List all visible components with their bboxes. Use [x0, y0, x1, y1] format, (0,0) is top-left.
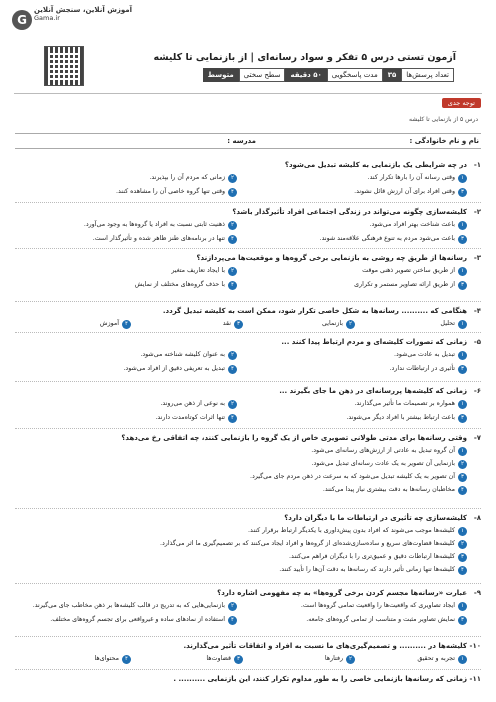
- answer-option[interactable]: [279, 565, 467, 575]
- answer-option[interactable]: [223, 319, 243, 329]
- brand: [34, 6, 132, 22]
- option-text: تجربه و تحقیق: [417, 655, 455, 662]
- option-number-badge: ۱: [458, 400, 467, 409]
- option-number-badge: ۴: [228, 616, 237, 625]
- question-stem: زمانی که کلیشه‌ها پررسانه‌ای در ذهن ما جای بگیرند ...: [279, 387, 467, 395]
- option-text: آموزش: [99, 320, 119, 327]
- option-text: آن گروه تبدیل به عادتی از ارزش‌های رسانه‌ای می‌شود.: [311, 447, 455, 454]
- question-separator: [15, 428, 481, 429]
- question-separator: [15, 301, 481, 302]
- option-number-badge: ۴: [228, 188, 237, 197]
- student-info-bar: [15, 133, 481, 149]
- answer-option[interactable]: [206, 654, 243, 664]
- question-stem: عبارت «رسانه‌ها مجسم کردن برخی گروه‌ها» به چه مفهومی اشاره دارد؟: [217, 589, 467, 597]
- option-number-badge: ۴: [228, 365, 237, 374]
- option-text: ذهنیت ثابتی نسبت به افراد یا گروه‌ها به وجود می‌آورد.: [83, 221, 225, 228]
- question-number: ۲-: [473, 208, 481, 216]
- question-number: ۱-: [473, 161, 481, 169]
- option-text: قضاوت‌ها: [206, 655, 231, 662]
- qr-code-icon: [44, 46, 84, 86]
- answer-option[interactable]: [325, 654, 355, 664]
- option-number-badge: ۱: [458, 267, 467, 276]
- option-text: باعث شناخت بهتر افراد می‌شود.: [369, 221, 455, 228]
- option-text: استفاده از نمادهای ساده و غیرواقعی برای تجسم گروه‌های مختلف.: [50, 616, 225, 623]
- answer-option[interactable]: [289, 552, 467, 562]
- answer-option[interactable]: [311, 446, 467, 456]
- option-text: ایجاد تصاویری که واقعیت‌ها را واقعیت تمامی گروه‌ها است.: [300, 602, 455, 609]
- option-text: وقتی افراد برای آن ارزش قائل نشوند.: [354, 188, 455, 195]
- option-number-badge: ۳: [234, 655, 243, 664]
- meta-label: مدت پاسخگویی: [327, 68, 383, 82]
- answer-option[interactable]: [171, 266, 237, 276]
- option-number-badge: ۲: [228, 221, 237, 230]
- question-separator: [15, 248, 481, 249]
- option-number-badge: ۱: [458, 351, 467, 360]
- option-number-badge: ۳: [458, 188, 467, 197]
- option-text: با حذف گروه‌های مختلف از نمایش: [134, 281, 225, 288]
- question-number: ۵-: [473, 338, 481, 346]
- option-text: باعث ارتباط بیشتر با افراد دیگر می‌شوند.: [346, 414, 455, 421]
- question-number: ۶-: [473, 387, 481, 395]
- answer-option[interactable]: [354, 187, 467, 197]
- answer-option[interactable]: [84, 220, 237, 230]
- option-number-badge: ۳: [458, 616, 467, 625]
- option-text: کلیشه‌ها تنها زمانی تأثیر دارند که رسانه‌ها به دقت آن‌ها را تأیید کنند.: [279, 566, 455, 573]
- notice-badge: توجه جدی: [442, 98, 481, 108]
- question-text: [15, 207, 481, 217]
- option-number-badge: ۴: [228, 281, 237, 290]
- option-number-badge: ۲: [228, 174, 237, 183]
- notice-text: درس ۵ از بازنمایی تا کلیشه: [409, 116, 478, 123]
- answer-option[interactable]: [149, 173, 237, 183]
- option-number-badge: ۳: [458, 553, 467, 562]
- question-text: [15, 588, 481, 598]
- question-stem: وقتی رسانه‌ها برای مدتی طولانی تصویری خاص از یک گروه را بازنمایی کنند، چه اتفاقی رخ می‌دهد؟: [121, 434, 467, 442]
- question-stem: در چه شرایطی یک بازنمایی به کلیشه تبدیل می‌شود؟: [284, 161, 467, 169]
- question-number: ۱۰-: [469, 642, 481, 650]
- answer-option[interactable]: [250, 472, 467, 482]
- option-text: به عنوان کلیشه شناخته می‌شود.: [140, 351, 225, 358]
- option-text: محتوای‌ها: [94, 655, 119, 662]
- option-number-badge: ۲: [228, 400, 237, 409]
- question-number: ۷-: [473, 434, 481, 442]
- option-text: بازنمایی‌هایی که به تدریج در قالب کلیشه‌ها بر ذهن مخاطب جای می‌گیرند.: [32, 602, 225, 609]
- option-text: کلیشه‌ها موجب می‌شوند که افراد بدون پیش‌داوری با یکدیگر ارتباط برقرار کنند.: [248, 527, 455, 534]
- option-number-badge: ۲: [228, 267, 237, 276]
- question-separator: [15, 332, 481, 333]
- question-separator: [15, 583, 481, 584]
- answer-option[interactable]: [93, 234, 237, 244]
- answer-option[interactable]: [140, 350, 237, 360]
- option-text: تأثیری در ارتباطات ندارد.: [389, 365, 455, 372]
- question-number: ۸-: [473, 514, 481, 522]
- option-text: از طریق ساختن تصویر ذهنی موقت: [362, 267, 455, 274]
- answer-option[interactable]: [322, 319, 355, 329]
- option-text: وقتی رسانه آن را بارها تکرار کند.: [367, 174, 455, 181]
- question-8: [15, 513, 481, 573]
- option-text: به نوعی از ذهن می‌روند.: [160, 400, 225, 407]
- option-text: وقتی تنها گروه خاصی آن را مشاهده کنند.: [115, 188, 225, 195]
- answer-option[interactable]: [301, 601, 467, 611]
- brand-tagline: آموزش آنلاین، سنجش آنلاین: [34, 6, 133, 14]
- answer-option[interactable]: [306, 615, 467, 625]
- question-9: [15, 588, 481, 623]
- question-text: [15, 160, 481, 170]
- question-7: [15, 433, 481, 493]
- option-number-badge: ۱: [458, 174, 467, 183]
- option-text: تبدیل به تعریفی دقیق از افراد می‌شود.: [123, 365, 225, 372]
- answer-option[interactable]: [417, 654, 467, 664]
- option-number-badge: ۲: [458, 460, 467, 469]
- option-number-badge: ۲: [346, 655, 355, 664]
- option-number-badge: ۳: [458, 473, 467, 482]
- question-stem: هنگامی که .......... رسانه‌ها به شکل خاصی تکرار شود، ممکن است به کلیشه تبدیل گردد.: [162, 307, 467, 315]
- option-number-badge: ۲: [346, 320, 355, 329]
- answer-option[interactable]: [368, 173, 467, 183]
- question-text: [15, 433, 481, 443]
- divider: [14, 93, 482, 94]
- question-1: [15, 160, 481, 195]
- answer-option[interactable]: [390, 364, 467, 374]
- option-text: نقد: [222, 320, 231, 327]
- option-number-badge: ۱: [458, 655, 467, 664]
- option-text: با ایجاد تعاریف متغیر: [171, 267, 225, 274]
- option-text: بازنمایی: [321, 320, 343, 327]
- answer-option[interactable]: [320, 234, 467, 244]
- option-number-badge: ۳: [458, 365, 467, 374]
- exam-header: [44, 42, 456, 88]
- option-text: تحلیل: [440, 320, 455, 327]
- question-stem: زمانی که تصورات کلیشه‌ای و مردم ارتباط پیدا کنند ...: [281, 338, 467, 346]
- question-6: [15, 386, 481, 421]
- option-text: تنها در برنامه‌های طنز ظاهر شده و تأثیرگذار است.: [92, 235, 225, 242]
- option-text: مخاطبان رسانه‌ها به دقت بیشتری نیاز پیدا می‌کنند.: [322, 486, 455, 493]
- exam-title: آزمون تستی درس ۵ تفکر و سواد رسانه‌ای | از بازنمایی تا کلیشه: [153, 52, 456, 63]
- option-text: همواره بر تصمیمات ما تأثیر می‌گذارند.: [354, 400, 455, 407]
- question-3: [15, 253, 481, 288]
- question-number: ۴-: [473, 307, 481, 315]
- answer-option[interactable]: [116, 187, 237, 197]
- answer-option[interactable]: [94, 654, 131, 664]
- option-number-badge: ۴: [122, 320, 131, 329]
- question-text: [15, 306, 481, 316]
- option-number-badge: ۴: [458, 486, 467, 495]
- answer-option[interactable]: [354, 280, 467, 290]
- student-name-field[interactable]: نام و نام خانوادگی :: [409, 137, 479, 145]
- school-field[interactable]: مدرسه :: [227, 137, 256, 145]
- meta-value: متوسط: [203, 68, 239, 82]
- answer-option[interactable]: [248, 526, 467, 536]
- option-number-badge: ۱: [458, 320, 467, 329]
- question-text: [15, 674, 481, 684]
- option-number-badge: ۴: [458, 566, 467, 575]
- answer-option[interactable]: [135, 280, 237, 290]
- question-stem: کلیشه‌ها در .......... و تصمیم‌گیری‌های ما نسبت به افراد و اتفاقات تأثیر می‌گذارند.: [183, 642, 467, 650]
- meta-value: ۵۰ دقیقه: [285, 68, 326, 82]
- option-text: آن تصویر به یک کلیشه تبدیل می‌شود که به سرعت در ذهن مردم جای می‌گیرد.: [249, 473, 455, 480]
- question-stem: کلیشه‌سازی چه تأثیری در ارتباطات ما با دیگران دارد؟: [284, 514, 467, 522]
- option-number-badge: ۱: [458, 221, 467, 230]
- question-4: [15, 306, 481, 327]
- answer-option[interactable]: [394, 350, 467, 360]
- answer-option[interactable]: [362, 266, 467, 276]
- question-11: [15, 674, 481, 684]
- option-number-badge: ۲: [458, 540, 467, 549]
- brand-domain[interactable]: Gama.ir: [34, 14, 60, 22]
- option-number-badge: ۴: [228, 414, 237, 423]
- question-separator: [15, 669, 481, 670]
- option-text: نمایش تصاویر مثبت و متناسب از تمامی گروه‌های جامعه.: [306, 616, 455, 623]
- question-separator: [15, 381, 481, 382]
- option-text: باعث می‌شود مردم به تنوع فرهنگی علاقه‌مند شوند.: [319, 235, 455, 242]
- answer-option[interactable]: [100, 319, 131, 329]
- option-number-badge: ۳: [458, 414, 467, 423]
- option-number-badge: ۱: [458, 447, 467, 456]
- meta-label: تعداد پرسش‌ها: [401, 68, 454, 82]
- option-number-badge: ۲: [228, 351, 237, 360]
- question-10: [15, 641, 481, 662]
- question-stem: رسانه‌ها از طریق چه روشی به بازنمایی برخی گروه‌ها و موقعیت‌ها می‌پردازند؟: [196, 254, 467, 262]
- answer-option[interactable]: [369, 220, 467, 230]
- meta-label: سطح سختی: [239, 68, 286, 82]
- answer-option[interactable]: [123, 364, 237, 374]
- question-number: ۹-: [473, 589, 481, 597]
- option-number-badge: ۱: [458, 602, 467, 611]
- question-separator: [15, 636, 481, 637]
- option-number-badge: ۳: [458, 281, 467, 290]
- option-number-badge: ۳: [458, 235, 467, 244]
- option-text: بازنمایی آن تصویر به یک عادت رسانه‌ای تبدیل می‌شود.: [311, 460, 455, 467]
- option-number-badge: ۴: [228, 235, 237, 244]
- option-text: تنها اثرات کوتاه‌مدت دارند.: [155, 414, 225, 421]
- meta-value: ۳۵: [383, 68, 402, 82]
- question-5: [15, 337, 481, 372]
- answer-option[interactable]: [354, 399, 467, 409]
- question-2: [15, 207, 481, 242]
- option-number-badge: ۳: [234, 320, 243, 329]
- question-text: [15, 641, 481, 651]
- answer-option[interactable]: [155, 413, 237, 423]
- answer-option[interactable]: [323, 485, 467, 495]
- answer-option[interactable]: [160, 539, 467, 549]
- option-text: رفتارها: [324, 655, 343, 662]
- option-number-badge: ۴: [122, 655, 131, 664]
- question-stem: کلیشه‌سازی چگونه می‌تواند در زندگی اجتماعی افراد تأثیرگذار باشد؟: [232, 208, 467, 216]
- question-text: [15, 337, 481, 347]
- question-number: ۳-: [473, 254, 481, 262]
- answer-option[interactable]: [160, 399, 237, 409]
- question-stem: زمانی که رسانه‌ها بازنمایی خاصی را به طور مداوم تکرار کنند، این بازنمایی .......... .: [173, 675, 467, 683]
- option-number-badge: ۱: [458, 527, 467, 536]
- question-number: ۱۱-: [469, 675, 481, 683]
- option-text: تبدیل به عادت می‌شود.: [394, 351, 455, 358]
- answer-option[interactable]: [33, 601, 237, 611]
- option-text: کلیشه‌ها ارتباطات دقیق و عمیق‌تری را با دیگران فراهم می‌کنند.: [289, 553, 455, 560]
- answer-option[interactable]: [440, 319, 467, 329]
- exam-meta: [203, 68, 454, 82]
- option-text: زمانی که مردم آن را بپذیرند.: [149, 174, 225, 181]
- question-text: [15, 253, 481, 263]
- answer-option[interactable]: [311, 459, 467, 469]
- question-separator: [15, 202, 481, 203]
- answer-option[interactable]: [346, 413, 467, 423]
- question-text: [15, 513, 481, 523]
- answer-option[interactable]: [50, 615, 237, 625]
- question-text: [15, 386, 481, 396]
- brand-logo: G: [12, 10, 32, 30]
- option-text: کلیشه‌ها قضاوت‌های سریع و ساده‌سازی‌شده‌ای از گروه‌ها و افراد ایجاد می‌کنند که بر تصمیم‌گیری ما اثر می‌گذارد.: [159, 540, 455, 547]
- option-number-badge: ۲: [228, 602, 237, 611]
- option-text: از طریق ارائه تصاویر مستمر و تکراری: [354, 281, 455, 288]
- question-separator: [15, 508, 481, 509]
